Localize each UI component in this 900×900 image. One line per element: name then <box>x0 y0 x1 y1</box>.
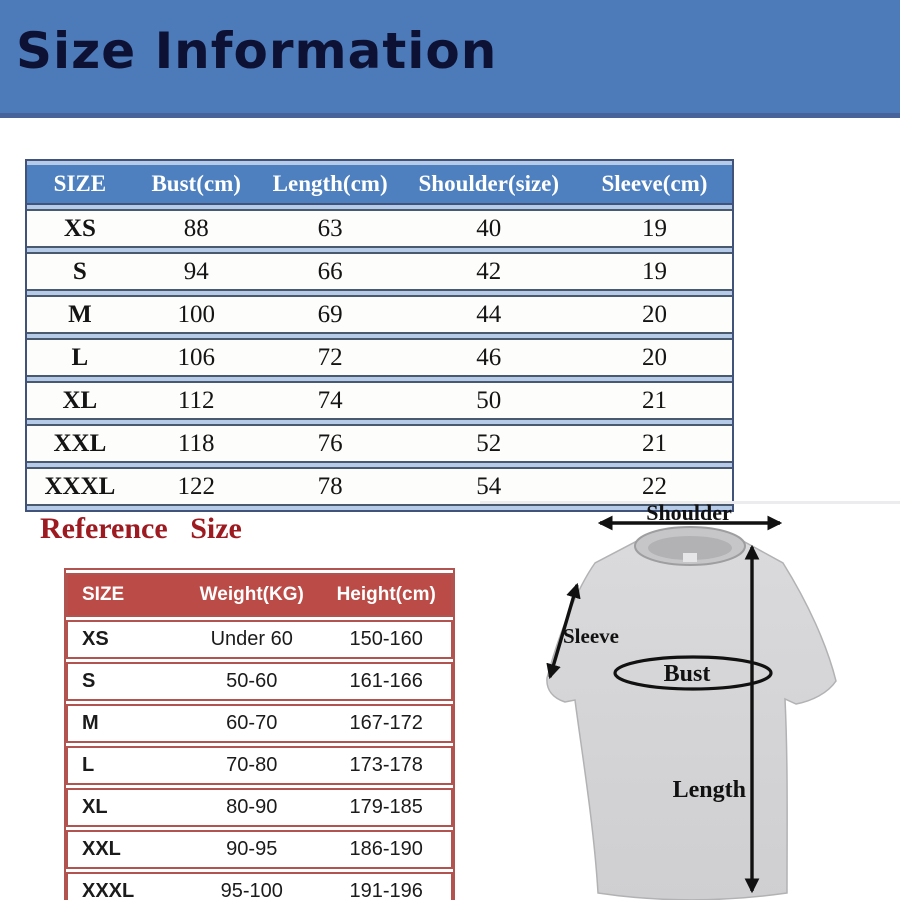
cell-size: M <box>66 704 182 743</box>
cell-size: L <box>27 338 133 377</box>
cell-bust: 112 <box>133 381 260 420</box>
table-row <box>27 252 732 291</box>
cell-sleeve: 19 <box>577 252 732 291</box>
cell-size: XL <box>27 381 133 420</box>
cell-shoulder: 42 <box>401 252 577 291</box>
table-row <box>66 872 453 900</box>
col-header-size: SIZE <box>27 165 133 205</box>
cell-height: 173-178 <box>321 746 453 785</box>
cell-length: 69 <box>260 295 401 334</box>
cell-height: 150-160 <box>321 620 453 659</box>
cell-weight: 70-80 <box>182 746 321 785</box>
col-header-bust: Bust(cm) <box>133 165 260 205</box>
col-header-shoulder: Shoulder(size) <box>401 165 577 205</box>
table-row <box>27 424 732 463</box>
cell-size: S <box>66 662 182 701</box>
cell-height: 167-172 <box>321 704 453 743</box>
table-row <box>66 620 453 659</box>
size-table <box>25 159 734 512</box>
cell-size: M <box>27 295 133 334</box>
cell-size: XXXL <box>27 467 133 506</box>
cell-bust: 122 <box>133 467 260 506</box>
reference-size-table <box>64 568 455 900</box>
length-label: Length <box>672 777 746 803</box>
cell-size: XXL <box>66 830 182 869</box>
cell-length: 78 <box>260 467 401 506</box>
bust-label: Bust <box>663 661 711 687</box>
table-row <box>27 295 732 334</box>
cell-shoulder: 50 <box>401 381 577 420</box>
sleeve-label: Sleeve <box>563 624 619 648</box>
table-row <box>66 704 453 743</box>
cell-bust: 106 <box>133 338 260 377</box>
cell-size: XL <box>66 788 182 827</box>
cell-length: 76 <box>260 424 401 463</box>
cell-height: 186-190 <box>321 830 453 869</box>
reference-size-heading: Reference Size <box>40 512 242 545</box>
cell-size: S <box>27 252 133 291</box>
cell-sleeve: 20 <box>577 295 732 334</box>
cell-size: XS <box>66 620 182 659</box>
cell-bust: 118 <box>133 424 260 463</box>
cell-bust: 94 <box>133 252 260 291</box>
collar-tag <box>683 553 697 562</box>
shoulder-label: Shoulder <box>646 500 732 525</box>
cell-shoulder: 40 <box>401 209 577 248</box>
col-header-size: SIZE <box>66 573 182 617</box>
cell-size: XS <box>27 209 133 248</box>
cell-size: L <box>66 746 182 785</box>
table-row <box>66 662 453 701</box>
cell-length: 63 <box>260 209 401 248</box>
cell-bust: 100 <box>133 295 260 334</box>
cell-weight: 95-100 <box>182 872 321 900</box>
cell-shoulder: 46 <box>401 338 577 377</box>
cell-height: 179-185 <box>321 788 453 827</box>
cell-weight: 90-95 <box>182 830 321 869</box>
table-row <box>27 381 732 420</box>
tshirt-shape <box>547 541 836 900</box>
cell-length: 72 <box>260 338 401 377</box>
cell-sleeve: 22 <box>577 467 732 506</box>
col-header-weight: Weight(KG) <box>182 573 321 617</box>
page-title: Size Information <box>16 22 498 80</box>
cell-length: 74 <box>260 381 401 420</box>
table-row <box>66 830 453 869</box>
cell-shoulder: 54 <box>401 467 577 506</box>
cell-shoulder: 44 <box>401 295 577 334</box>
cell-size: XXXL <box>66 872 182 900</box>
cell-weight: 80-90 <box>182 788 321 827</box>
size-table-header-row <box>27 165 732 205</box>
cell-weight: 50-60 <box>182 662 321 701</box>
reference-table-header-row <box>66 573 453 617</box>
table-row <box>66 788 453 827</box>
cell-length: 66 <box>260 252 401 291</box>
cell-height: 161-166 <box>321 662 453 701</box>
col-header-length: Length(cm) <box>260 165 401 205</box>
table-row <box>27 338 732 377</box>
cell-bust: 88 <box>133 209 260 248</box>
cell-sleeve: 19 <box>577 209 732 248</box>
cell-weight: Under 60 <box>182 620 321 659</box>
weight-height-table <box>64 568 455 900</box>
cell-sleeve: 21 <box>577 424 732 463</box>
cell-size: XXL <box>27 424 133 463</box>
col-header-sleeve: Sleeve(cm) <box>577 165 732 205</box>
cell-sleeve: 20 <box>577 338 732 377</box>
cell-sleeve: 21 <box>577 381 732 420</box>
title-banner <box>0 0 900 118</box>
col-header-height: Height(cm) <box>321 573 453 617</box>
table-row <box>66 746 453 785</box>
garment-size-table <box>25 159 734 512</box>
cell-weight: 60-70 <box>182 704 321 743</box>
tshirt-measurement-diagram <box>480 495 900 900</box>
cell-shoulder: 52 <box>401 424 577 463</box>
table-row <box>27 209 732 248</box>
cell-height: 191-196 <box>321 872 453 900</box>
